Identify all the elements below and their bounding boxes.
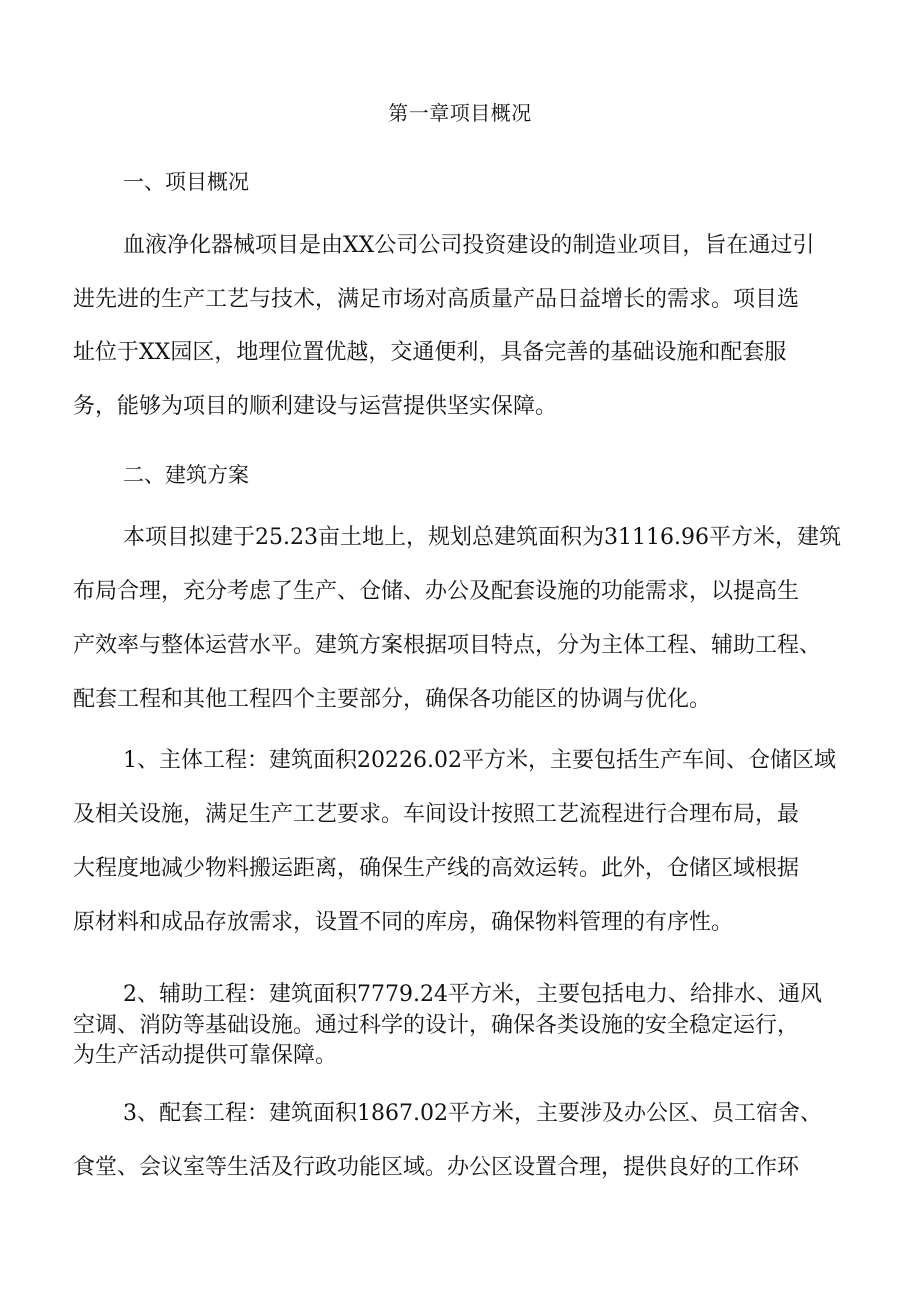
paragraph-line: 3、配套工程：建筑面积1867.02平方米，主要涉及办公区、员工宿舍、	[123, 1101, 822, 1126]
paragraph-line: 空调、消防等基础设施。通过科学的设计，确保各类设施的安全稳定运行，	[73, 1013, 800, 1038]
section-heading-building-plan: 二、建筑方案	[123, 463, 249, 487]
paragraph-line: 产效率与整体运营水平。建筑方案根据项目特点，分为主体工程、辅助工程、	[73, 633, 822, 658]
paragraph-line: 配套工程和其他工程四个主要部分，确保各功能区的协调与优化。	[73, 687, 712, 712]
paragraph-line: 进先进的生产工艺与技术，满足市场对高质量产品日益增长的需求。项目选	[73, 287, 800, 312]
paragraph-line: 血液净化器械项目是由XX公司公司投资建设的制造业项目，旨在通过引	[123, 233, 815, 258]
paragraph-line: 务，能够为项目的顺利建设与运营提供坚实保障。	[73, 394, 558, 419]
paragraph-line: 及相关设施，满足生产工艺要求。车间设计按照工艺流程进行合理布局，最	[73, 802, 800, 827]
paragraph-line: 址位于XX园区，地理位置优越，交通便利，具备完善的基础设施和配套服	[73, 340, 787, 365]
paragraph-line: 本项目拟建于25.23亩土地上，规划总建筑面积为31116.96平方米，建筑	[123, 525, 841, 550]
paragraph-line: 食堂、会议室等生活及行政功能区域。办公区设置合理，提供良好的工作环	[73, 1155, 800, 1180]
paragraph-line: 原材料和成品存放需求，设置不同的库房，确保物料管理的有序性。	[73, 910, 734, 935]
paragraph-line: 布局合理，充分考虑了生产、仓储、办公及配套设施的功能需求，以提高生	[73, 579, 800, 604]
paragraph-line: 1、主体工程：建筑面积20226.02平方米，主要包括生产车间、仓储区域	[123, 748, 836, 773]
paragraph-line: 2、辅助工程：建筑面积7779.24平方米，主要包括电力、给排水、通风	[123, 982, 822, 1007]
paragraph-line: 大程度地减少物料搬运距离，确保生产线的高效运转。此外，仓储区域根据	[73, 856, 800, 881]
chapter-title: 第一章项目概况	[388, 101, 532, 125]
paragraph-line: 为生产活动提供可靠保障。	[73, 1043, 338, 1068]
section-heading-overview: 一、项目概况	[123, 170, 249, 194]
